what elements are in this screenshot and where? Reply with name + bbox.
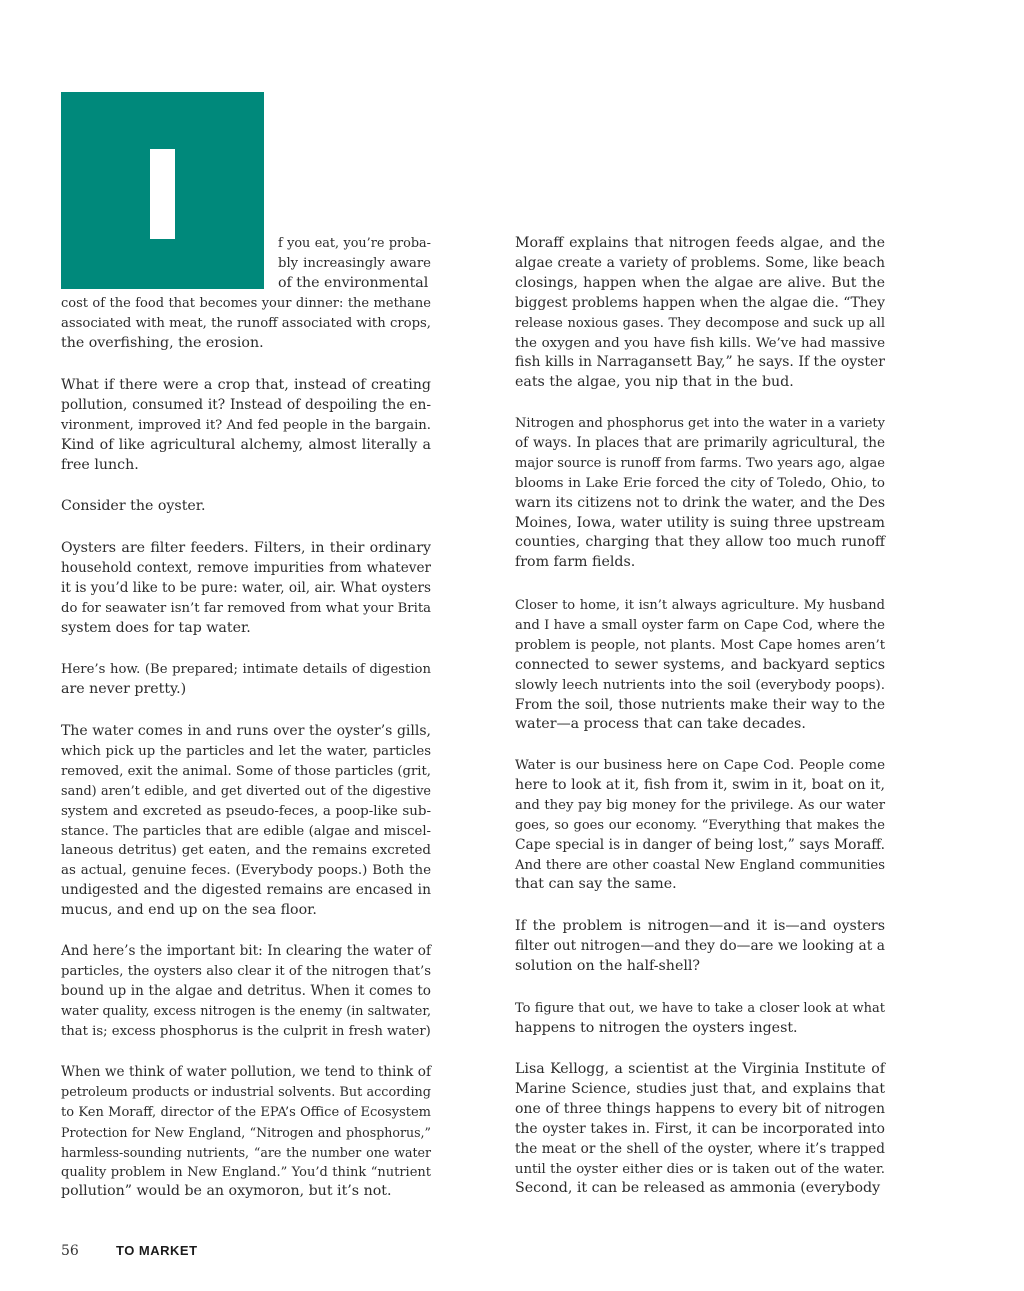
text-line: which pick up the particles and let the water, particles [61, 743, 431, 759]
text-line: biggest problems happen when the algae die. “They [515, 294, 885, 311]
text-line: What if there were a crop that, instead of creating [61, 377, 431, 393]
text-line: Here’s how. (Be prepared; intimate details of digestion [61, 662, 431, 677]
text-line: from farm fields. [515, 554, 636, 571]
text-line: harmless-sounding nutrients, “are the number one water [61, 1144, 431, 1160]
body-paragraph [61, 294, 431, 354]
text-line: Nitrogen and phosphorus get into the water in a variety [515, 416, 885, 431]
body-paragraph [515, 234, 885, 393]
text-line: warn its citizens not to drink the water, and the Des [515, 494, 885, 511]
text-line: From the soil, those nutrients make their way to the [515, 696, 885, 713]
text-line: release noxious gases. They decompose and suck up all [515, 315, 885, 331]
text-line: Marine Science, studies just that, and explains that [515, 1080, 885, 1097]
text-line: And here’s the important bit: In clearing the water of [61, 943, 431, 959]
text-line: as actual, genuine feces. (Everybody poops.) Both the [61, 863, 431, 879]
section-label: TO MARKET [116, 1243, 198, 1258]
text-line: the overfishing, the erosion. [61, 334, 264, 351]
text-line: stance. The particles that are edible (algae and miscel- [61, 823, 431, 839]
text-line: free lunch. [61, 456, 139, 473]
text-line: that can say the same. [515, 876, 677, 893]
body-paragraph [61, 942, 431, 1042]
text-line: Second, it can be released as ammonia (everybody [515, 1180, 881, 1197]
text-line: connected to sewer systems, and backyard septics [515, 656, 885, 673]
text-line: fish kills in Narragansett Bay,” he says. If the oyster [515, 354, 885, 371]
text-line: vironment, improved it? And fed people in the bargain. [61, 417, 431, 433]
text-line: filter out nitrogen—and they do—are we looking at a [515, 937, 885, 954]
text-line: one of three things happens to every bit of nitrogen [515, 1100, 885, 1117]
text-line: pollution, consumed it? Instead of despoiling the en- [61, 396, 431, 413]
body-paragraph [61, 660, 431, 700]
text-line: sand) aren’t edible, and get diverted out of the digestive [61, 783, 431, 799]
text-line: until the oyster either dies or is taken out of the water. [515, 1161, 885, 1177]
text-line: of the environmental [278, 274, 429, 291]
drop-cap-letter-i [150, 149, 175, 239]
text-line: counties, charging that they allow too much runoff [515, 534, 885, 551]
text-line: mucus, and end up on the sea floor. [61, 902, 317, 919]
text-line: blooms in Lake Erie forced the city of Toledo, Ohio, to [515, 475, 885, 491]
text-line: system does for tap water. [61, 619, 251, 636]
text-line: petroleum products or industrial solvents. But according [61, 1084, 431, 1100]
text-line: and they pay big money for the privilege. As our water [515, 797, 885, 813]
text-line: bly increasingly aware [278, 255, 431, 271]
body-paragraph [61, 376, 431, 476]
text-line: major source is runoff from farms. Two years ago, algae [515, 455, 885, 471]
text-line: here to look at it, fish from it, swim in it, boat on it, [515, 776, 885, 793]
body-paragraph [61, 722, 431, 921]
text-line: quality problem in New England.” You’d think “nutrient [61, 1164, 431, 1180]
text-line: closings, happen when the algae are alive. But the [515, 274, 885, 291]
text-line: Kind of like agricultural alchemy, almost literally a [61, 436, 431, 453]
text-line: are never pretty.) [61, 680, 187, 697]
body-paragraph [61, 497, 431, 517]
text-line: Moraff explains that nitrogen feeds algae, and the [515, 235, 885, 251]
text-line: the meat or the shell of the oyster, where it’s trapped [515, 1140, 885, 1157]
text-line: that is; excess phosphorus is the culprit in fresh water) [61, 1023, 431, 1039]
text-line: bound up in the algae and detritus. When it comes to [61, 982, 431, 999]
text-line: Protection for New England, “Nitrogen and phosphorus,” [61, 1124, 431, 1140]
text-line: it is you’d like to be pure: water, oil, air. What oysters [61, 579, 431, 596]
text-line: slowly leech nutrients into the soil (everybody poops). [515, 677, 885, 693]
body-paragraph [61, 539, 431, 639]
text-line: The water comes in and runs over the oyster’s gills, [61, 723, 431, 739]
text-line: removed, exit the animal. Some of those particles (grit, [61, 763, 431, 779]
text-line: Consider the oyster. [61, 498, 206, 514]
text-line: Lisa Kellogg, a scientist at the Virginia Institute of [515, 1061, 885, 1077]
body-paragraph [515, 414, 885, 573]
text-line: Cape special is in danger of being lost,” says Moraff. [515, 836, 885, 853]
text-line: particles, the oysters also clear it of the nitrogen that’s [61, 963, 431, 979]
text-line: To figure that out, we have to take a closer look at what [515, 1001, 885, 1016]
text-line: of ways. In places that are primarily agricultural, the [515, 434, 885, 451]
text-line: water—a process that can take decades. [515, 716, 806, 733]
text-line: system and excreted as pseudo-feces, a poop-like sub- [61, 803, 431, 819]
text-line: undigested and the digested remains are encased in [61, 882, 431, 899]
drop-cap-block [61, 92, 264, 289]
body-paragraph [515, 999, 885, 1039]
text-line: When we think of water pollution, we tend to think of [61, 1064, 431, 1080]
text-line: eats the algae, you nip that in the bud. [515, 374, 794, 391]
text-line: solution on the half-shell? [515, 957, 701, 974]
text-line: the oyster takes in. First, it can be incorporated into [515, 1120, 885, 1137]
text-line: laneous detritus) get eaten, and the remains excreted [61, 843, 431, 859]
text-line: associated with meat, the runoff associated with crops, [61, 315, 431, 331]
text-line: Water is our business here on Cape Cod. People come [515, 758, 885, 773]
text-line: goes, so goes our economy. “Everything that makes the [515, 817, 885, 833]
text-line: happens to nitrogen the oysters ingest. [515, 1019, 798, 1036]
text-line: do for seawater isn’t far removed from what your Brita [61, 600, 431, 616]
text-line: Moines, Iowa, water utility is suing three upstream [515, 514, 885, 531]
text-line: pollution” would be an oxymoron, but it’s not. [61, 1183, 392, 1200]
text-line: to Ken Moraff, director of the EPA’s Office of Ecosystem [61, 1104, 431, 1120]
body-paragraph [515, 596, 885, 735]
page-number: 56 [61, 1243, 79, 1259]
text-line: the oxygen and you have fish kills. We’ve had massive [515, 335, 885, 351]
text-line: algae create a variety of problems. Some, like beach [515, 254, 885, 271]
text-line: And there are other coastal New England communities [515, 857, 885, 873]
text-line: Oysters are filter feeders. Filters, in their ordinary [61, 540, 431, 556]
body-paragraph [278, 234, 431, 294]
text-line: and I have a small oyster farm on Cape Cod, where the [515, 617, 885, 633]
body-paragraph [515, 1060, 885, 1199]
text-line: If the problem is nitrogen—and it is—and oysters [515, 918, 885, 934]
body-paragraph [515, 917, 885, 977]
body-paragraph [515, 756, 885, 895]
text-line: Closer to home, it isn’t always agriculture. My husband [515, 598, 885, 613]
text-line: water quality, excess nitrogen is the enemy (in saltwater, [61, 1003, 432, 1019]
text-line: cost of the food that becomes your dinner: the methane [61, 296, 431, 311]
text-line: problem is people, not plants. Most Cape homes aren’t [515, 637, 885, 653]
body-paragraph [61, 1063, 431, 1202]
text-line: household context, remove impurities from whatever [61, 559, 431, 576]
text-line: f you eat, you’re proba- [278, 236, 431, 251]
